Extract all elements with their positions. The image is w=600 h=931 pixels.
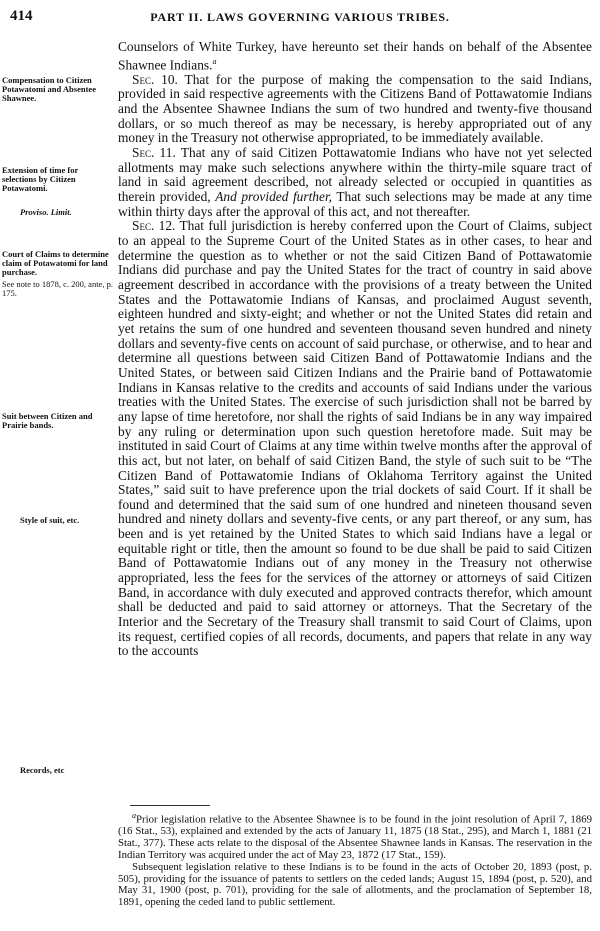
margin-note-see-note: See note to 1878, c. 200, ante, p. 175. [2, 279, 113, 298]
footnote-ref: a [212, 56, 217, 66]
section-10: Sec. 10. That for the purpose of making the compensation to the said Indians, provided in said respective agreements with the Citizens Band of Pottawatomie Indians and the Absentee Shawnee Indians the sum of two hundred and twenty-five thousand dollars, or so much thereof as may be necessary, is hereby appropriated out of any money in the Treasury not otherwise appropriated, to be immediately available. [118, 71, 592, 146]
page-number: 414 [10, 8, 33, 24]
margin-note-extension: Extension of time for selections by Citizen Potawatomi. [2, 165, 79, 193]
margin-note-court-of-claims: Court of Claims to determine claim of Potawatomi for land purchase. [2, 249, 109, 277]
margin-note-compensation: Compensation to Citizen Potawatomi and Absentee Shawnee. [2, 75, 96, 103]
footnote-marker: a [132, 811, 136, 820]
footnote-rule [130, 805, 210, 806]
margin-note-style-of-suit: Style of suit, etc. [20, 515, 80, 525]
margin-note-proviso: Proviso. Limit. [20, 207, 72, 217]
footnote-a: $^a$Prior legislation relative to the Absentee Shawnee is to be found in the joint resolution of April 7, 1869 (16 Stat., 53), explained and extended by the acts of January 11, 1875 (18 Stat., 295), and March 1, 1881 (21 Stat., 377). These acts relate to the disposal of the Absentee Shawnee lands in Kansas. The reservation in the Indian Territory was acquired under the act of May 23, 1872 (17 Stat., 159). [118, 811, 592, 861]
page-header [10, 8, 590, 30]
margin-note-suit-between: Suit between Citizen and Prairie bands. [2, 411, 93, 430]
footnote-continuation: Subsequent legislation relative to these Indians is to be found in the acts of October 20, 1893 (post, p. 505), providing for the issuance of patents to settlers on the ceded lands; August 15, 1894 (post, p. 520), and May 31, 1900 (post, p. 701), providing for the sale of allotments, and the proclamation of September 18, 1891, opening the ceded land to public settlement. [118, 860, 592, 909]
section-11-label: Sec. 11. [132, 145, 176, 161]
section-12: Sec. 12. That full jurisdiction is hereby conferred upon the Court of Claims, subject to an appeal to the Supreme Court of the United States as in other cases, to hear and determine the question as to whether or not the said Citizen Band of Pottawatomie Indians did purchase and pay the United States for the tract of country in said above agreement described in accordance with the provisions of a treaty between the United States and the Pottawatomie Indians of Kansas, and proclaimed August seventh, eighteen hundred and sixty-eight; and whether or not the United States did retain and yet retains the sum of one hundred and seventeen thousand seven hundred and ninety dollars and seventy-five cents on account of said purchase, or otherwise, and to hear and determine all questions between said Citizen Band of Pottawatomie Indians and the United States, or between said Citizen Indians and the Prairie band of Pottawatomie Indians in Kansas relative to the credits and accounts of said Indians under the various treaties with the United States. The exercise of such jurisdiction shall not be barred by any lapse of time heretofore, nor shall the rights of said Indians be in any way impaired by any ruling or determination upon such question heretofore made. Suit may be instituted in said Court of Claims at any time within twelve months after the approval of this act, but not later, on behalf of said Citizen Band, the style of such suit to be “The Citizen Band of Pottawatomie Indians of Oklahoma Territory against the United States,” said suit to have preference upon the trial dockets of said Court. If it shall be found and determined that the said sum of one hundred and nineteen thousand seven hundred and ninety dollars and seventy-five cents, or any part thereof, or any sum, has been and is yet retained by the United States to which said Indians have a legal or equitable right or title, then the amount so found to be due shall be paid to said Citizen Band of Pottawatomie Indians out of any money in the Treasury not otherwise appropriated, less the fees for the services of the attorney or attorneys of said Citizen Band, in accordance with duly executed and approved contracts therefor, which amount shall be deducted and paid to said attorney or attorneys. That the Secretary of the Interior and the Secretary of the Treasury shall transmit to said Court of Claims, upon its request, certified copies of all records, documents, and papers that relate in any way to the accounts [118, 218, 592, 659]
margin-note-records: Records, etc [20, 765, 65, 775]
section-11: Sec. 11. That any of said Citizen Pottawatomie Indians who have not yet selected allotments may make such selections anywhere within the thirty-mile square tract of land in said agreement described, not already selected or occupied in quantities as therein provided, And provided further, That such selections may be made at any time within thirty days after the approval of this act, and not thereafter. [118, 145, 592, 219]
footnotes [118, 810, 592, 909]
section-10-label: Sec. 10. [132, 71, 178, 87]
paragraph-signatures: Counselors of White Turkey, have hereunto set their hands on behalf of the Absentee Shawnee Indians.$^a$ [118, 39, 592, 73]
proviso-phrase: And provided further, [215, 189, 333, 205]
section-12-label: Sec. 12. [132, 218, 176, 234]
running-head: PART II. LAWS GOVERNING VARIOUS TRIBES. [150, 10, 450, 24]
statute-body [118, 40, 592, 659]
